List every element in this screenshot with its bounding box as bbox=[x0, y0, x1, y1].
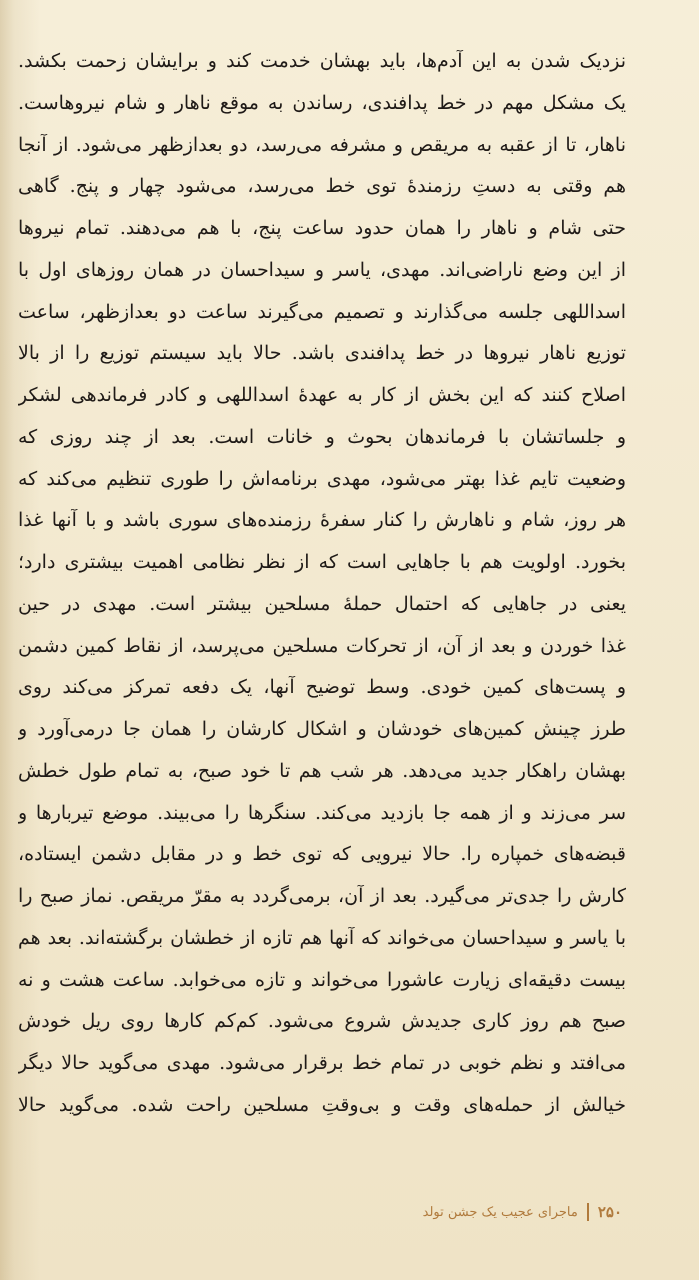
text-line-19: سر می‌زند و از همه جا بازدید می‌کند. سنگرها را می‌بیند. موضع تیربارها و bbox=[18, 801, 626, 824]
text-line-7: اسداللهی جلسه می‌گذارند و تصمیم می‌گیرند ساعت دو بعدازظهر، ساعت bbox=[18, 300, 626, 323]
text-line-5: حتی شام و ناهار را همان حدود ساعت پنج، با هم می‌دهند. تمام نیروها bbox=[18, 217, 626, 239]
text-line-10: و جلساتشان با فرماندهان بحوث و خانات است. بعد از چند روزی که bbox=[18, 425, 626, 448]
text-line-25: می‌افتد و نظم خوبی در تمام خط برقرار می‌شود. مهدی می‌گوید حالا دیگر bbox=[18, 1052, 626, 1074]
text-line-21: کارش را جدی‌تر می‌گیرد. بعد از آن، برمی‌گردد به مقرّ مریقص. نماز صبح را bbox=[18, 885, 626, 907]
text-line-15: غذا خوردن و بعد از آن، از تحرکات مسلحین می‌پرسد، از نقاط کمین دشمن bbox=[18, 634, 626, 657]
text-line-2: یک مشکل مهم در خط پدافندی، رساندن به موقع ناهار و شام نیروهاست. bbox=[18, 91, 626, 114]
text-line-16: و پست‌های کمین خودی. وسط توضیح آنها، یک دفعه تمرکز می‌کند روی bbox=[18, 676, 626, 699]
text-line-12: هر روز، شام و ناهارش را کنار سفرهٔ رزمنده‌های سوری باشد و با آنها غذا bbox=[18, 509, 626, 532]
body-text bbox=[18, 50, 626, 1136]
page-footer bbox=[380, 1198, 622, 1226]
text-line-20: قبضه‌های خمپاره را. حالا نیرویی که توی خط و در مقابل دشمن ایستاده، bbox=[18, 843, 626, 866]
text-line-22: با یاسر و سیداحسان می‌خواند که آنها هم تازه از خطشان برگشته‌اند. بعد هم bbox=[18, 926, 626, 949]
text-line-17: طرز چینش کمین‌های خودشان و اشکال کارشان را همان جا درمی‌آورد و bbox=[18, 718, 626, 740]
text-line-11: وضعیت تایم غذا بهتر می‌شود، مهدی برنامه‌اش را طوری تنظیم می‌کند که bbox=[18, 467, 626, 490]
text-line-3: ناهار، تا از عقبه به مریقص و مشرفه می‌رسد، دوِ بعدازظهر می‌شود. از آنجا bbox=[18, 133, 626, 156]
text-line-9: اصلاح کنند که این بخش از کار به عهدهٔ اسداللهی و کادر فرماندهی لشکر bbox=[18, 384, 626, 406]
text-line-6: از این وضع ناراضی‌اند. مهدی، یاسر و سیداحسان در همان روزهای اول با bbox=[18, 258, 626, 281]
text-line-1: نزدیک شدن به این آدم‌ها، باید بهشان خدمت کند و برایشان زحمت بکشد. bbox=[18, 50, 626, 72]
running-title: ماجرای عجیب یک جشن تولد bbox=[422, 1204, 578, 1220]
text-line-24: صبح هم روز کاری جدیدش شروع می‌شود. کم‌کم کارها روی ریل خودش bbox=[18, 1010, 626, 1033]
text-line-13: بخورد. اولویت هم با جاهایی است که از نظر نظامی اهمیت بیشتری دارد؛ bbox=[18, 551, 626, 573]
text-line-4: هم وقتی به دستِ رزمندهٔ توی خط می‌رسد، می‌شود چهار و پنج. گاهی bbox=[18, 175, 626, 198]
text-line-14: یعنی در جاهایی که احتمال حملهٔ مسلحین بیشتر است. مهدی در حین bbox=[18, 592, 626, 615]
text-line-23: بیست دقیقه‌ای زیارت عاشورا می‌خواند و تازه می‌خوابد. ساعت هشت و نه bbox=[18, 968, 626, 991]
text-line-18: بهشان راهکار جدید می‌دهد. هر شب هم تا خود صبح، به تمام طول خطش bbox=[18, 759, 626, 782]
text-line-8: توزیع ناهار نیروها در خط پدافندی باشد. حالا باید سیستم توزیع را از بالا bbox=[18, 342, 626, 365]
footer-divider bbox=[587, 1203, 589, 1221]
page-number: ۲۵۰ bbox=[597, 1203, 622, 1221]
text-line-26: خیالش از حمله‌های وقت و بی‌وقتِ مسلحین راحت شده. می‌گوید حالا bbox=[18, 1093, 626, 1116]
